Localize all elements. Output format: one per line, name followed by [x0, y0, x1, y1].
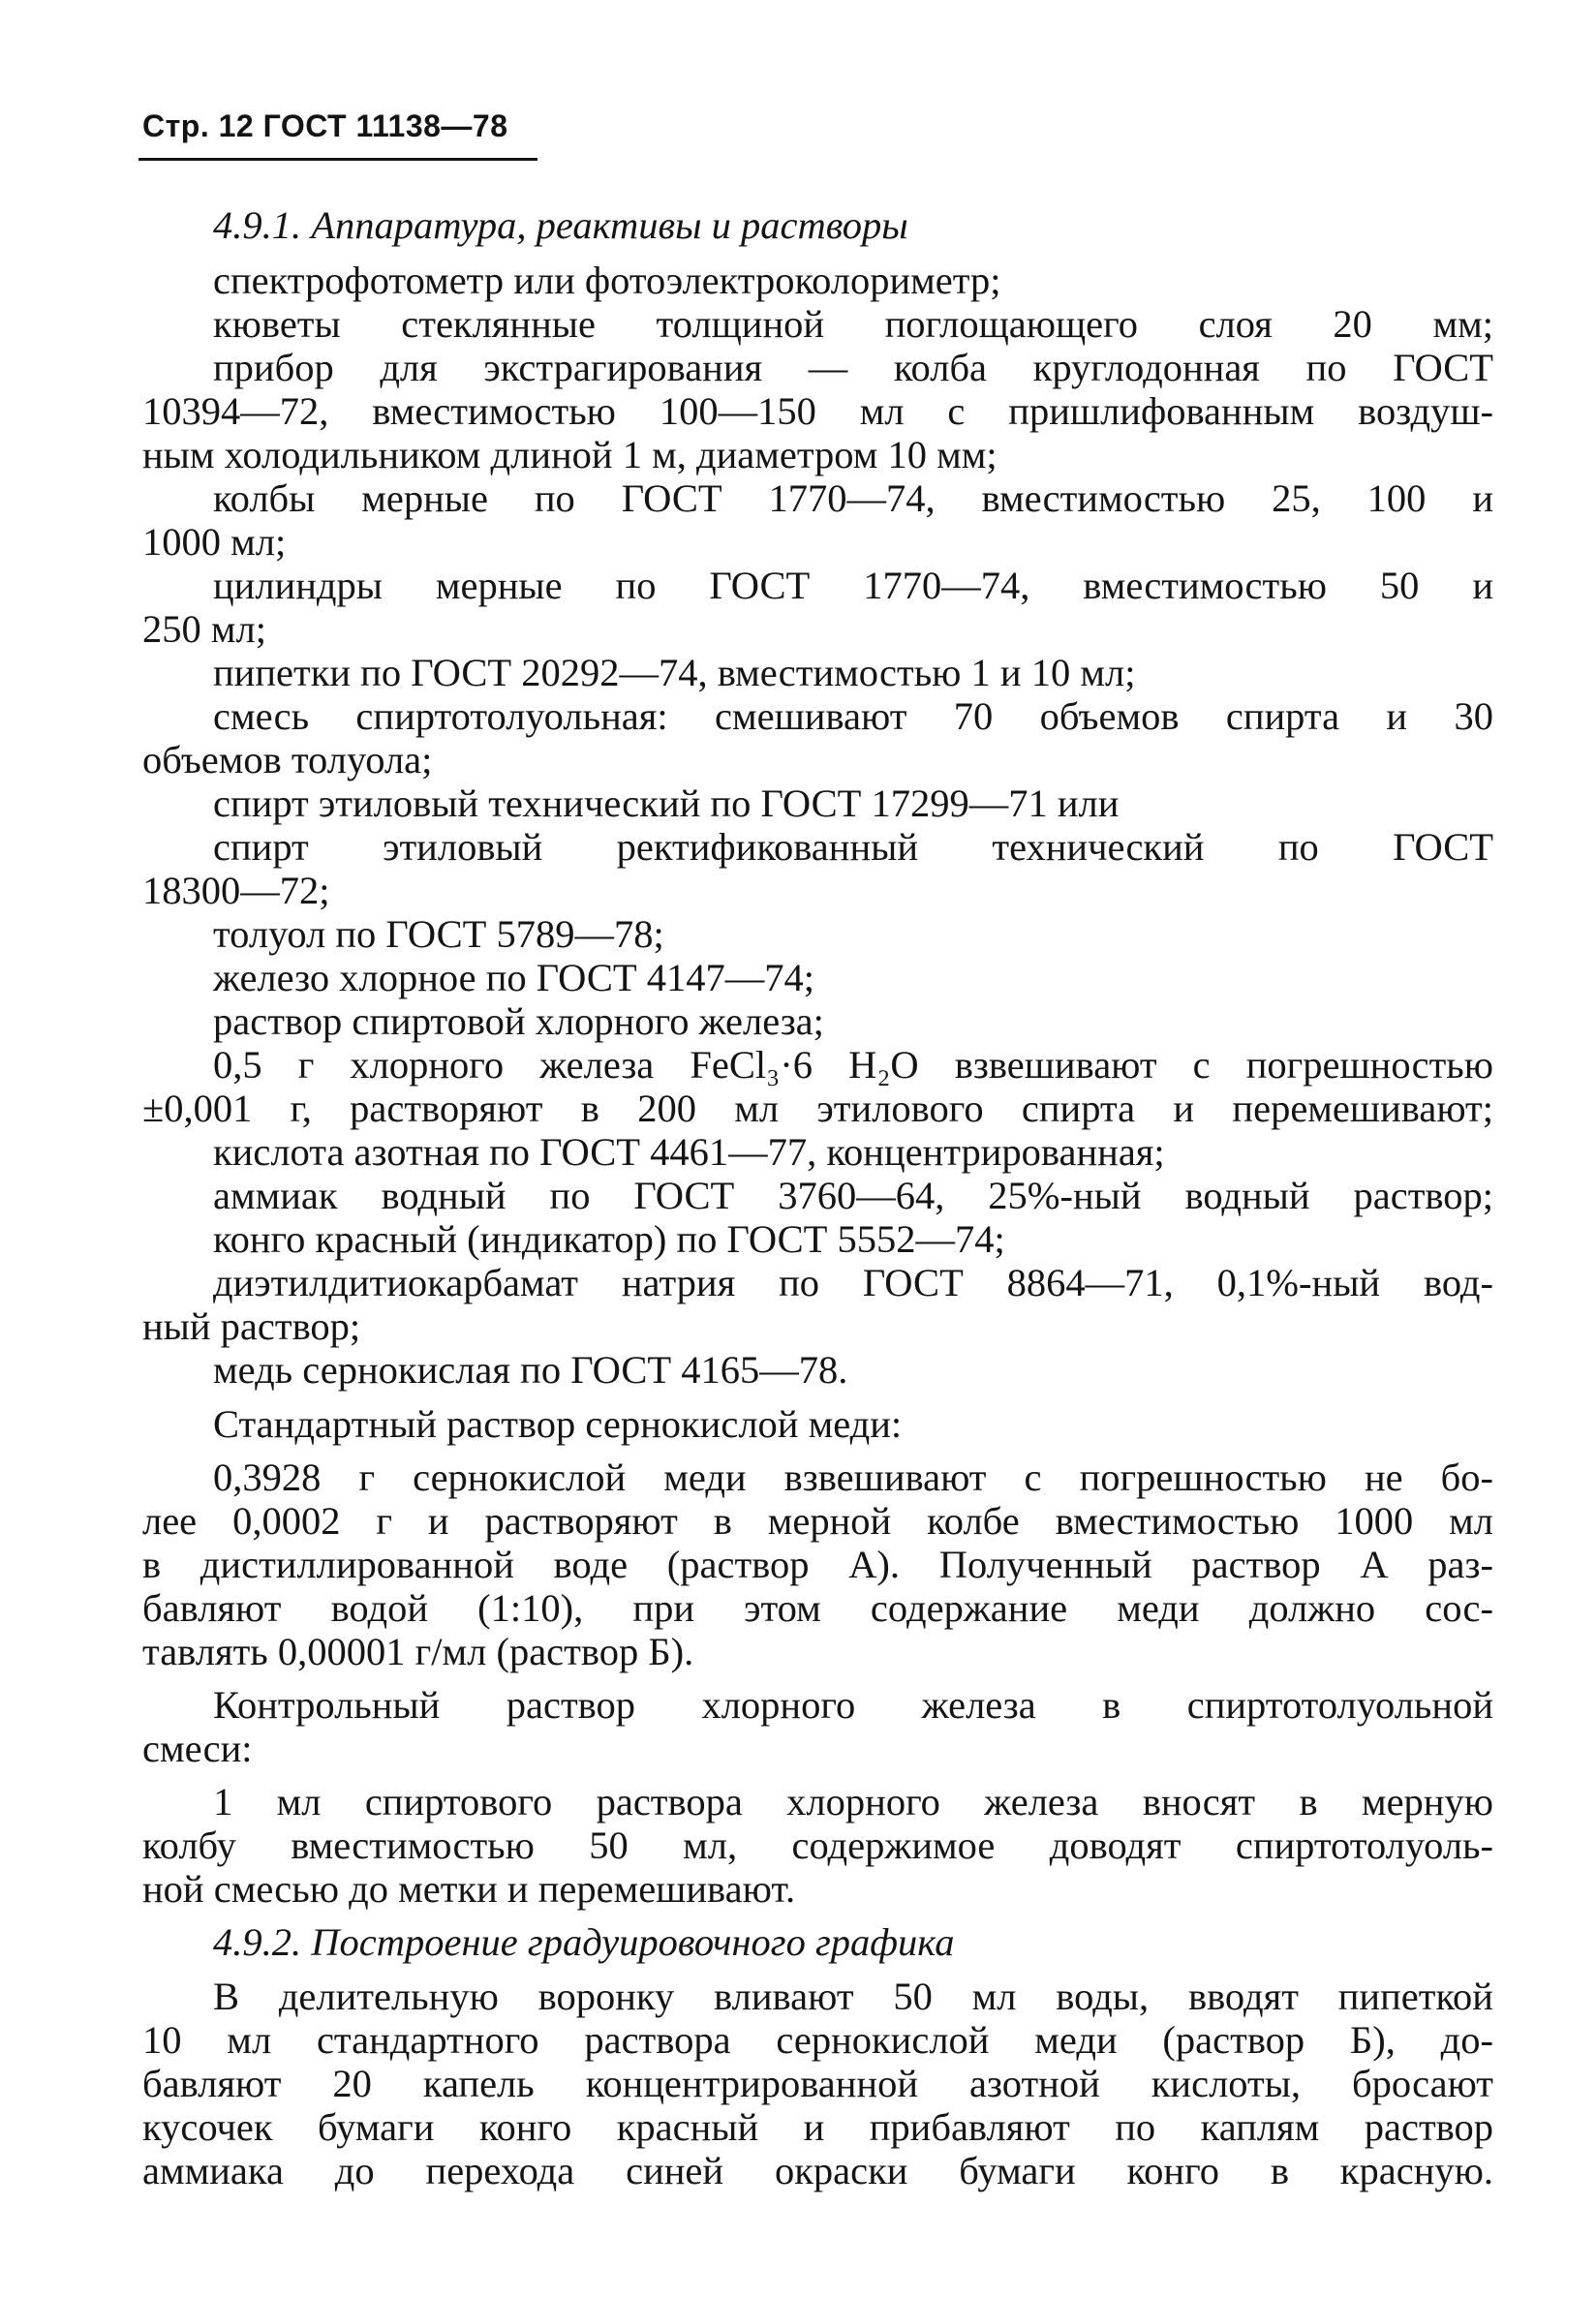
text-line: кислота азотная по ГОСТ 4461—77, концентрированная;: [213, 1130, 1165, 1174]
text-line: 18300—72;: [142, 869, 330, 912]
text-line: бавляют водой (1:10), при этом содержание меди должно сос-: [142, 1586, 1493, 1630]
text-line: толуол по ГОСТ 5789—78;: [213, 912, 664, 956]
page-header: Стр. 12 ГОСТ 11138—78: [142, 108, 508, 143]
text-line: 0,3928 г сернокислой меди взвешивают с погрешностью не бо-: [213, 1455, 1493, 1499]
text-line: смесь спиртотолуольная: смешивают 70 объемов спирта и 30: [213, 694, 1493, 738]
text-line: аммиак водный по ГОСТ 3760—64, 25%-ный водный раствор;: [213, 1174, 1493, 1217]
text-line: бавляют 20 капель концентрированной азотной кислоты, бросают: [142, 2062, 1493, 2105]
text-line: В делительную воронку вливают 50 мл воды, вводят пипеткой: [213, 1975, 1493, 2018]
section-heading-4-9-2: 4.9.2. Построение градуировочного графика: [213, 1920, 955, 1964]
text-line: 10 мл стандартного раствора сернокислой меди (раствор Б), до-: [142, 2018, 1493, 2062]
text-line: Стандартный раствор сернокислой меди:: [213, 1402, 903, 1446]
text-line: в дистиллированной воде (раствор А). Полученный раствор А раз-: [142, 1543, 1493, 1586]
text-line: кюветы стеклянные толщиной поглощающего слоя 20 мм;: [213, 302, 1493, 346]
text-line: смеси:: [142, 1727, 253, 1770]
text-line: ±0,001 г, растворяют в 200 мл этилового спирта и перемешивают;: [142, 1087, 1493, 1130]
text-line: 250 мл;: [142, 607, 266, 651]
text-line: 1 мл спиртового раствора хлорного железа вносят в мерную: [213, 1780, 1493, 1823]
text-line: спектрофотометр или фотоэлектроколориметр;: [213, 259, 1001, 302]
text-line: 0,5 г хлорного железа FeCl₃·6 H₂O взвешивают с погрешностью: [213, 1043, 1493, 1087]
text-line: диэтилдитиокарбамат натрия по ГОСТ 8864—71, 0,1%-ный вод-: [213, 1261, 1493, 1304]
text-line: Контрольный раствор хлорного железа в спиртотолуольной: [213, 1683, 1493, 1727]
text-line: цилиндры мерные по ГОСТ 1770—74, вместимостью 50 и: [213, 564, 1493, 607]
text-line: 10394—72, вместимостью 100—150 мл с пришлифованным воздуш-: [142, 389, 1493, 433]
text-line: железо хлорное по ГОСТ 4147—74;: [213, 956, 815, 999]
header-rule: [138, 158, 537, 161]
text-line: конго красный (индикатор) по ГОСТ 5552—74;: [213, 1217, 1005, 1261]
text-line: ной смесью до метки и перемешивают.: [142, 1867, 796, 1911]
text-line: ный раствор;: [142, 1304, 361, 1348]
text-line: раствор спиртовой хлорного железа;: [213, 999, 824, 1043]
text-line: 1000 мл;: [142, 520, 287, 564]
text-line: аммиака до перехода синей окраски бумаги конго в красную.: [142, 2149, 1493, 2192]
text-line: спирт этиловый ректификованный технический по ГОСТ: [213, 825, 1493, 869]
text-line: лее 0,0002 г и растворяют в мерной колбе вместимостью 1000 мл: [142, 1499, 1493, 1543]
text-line: спирт этиловый технический по ГОСТ 17299—71 или: [213, 781, 1120, 825]
text-line: кусочек бумаги конго красный и прибавляют по каплям раствор: [142, 2105, 1493, 2149]
text-line: колбу вместимостью 50 мл, содержимое доводят спиртотолуоль-: [142, 1823, 1493, 1867]
section-heading-4-9-1: 4.9.1. Аппаратура, реактивы и растворы: [213, 203, 908, 247]
text-line: тавлять 0,00001 г/мл (раствор Б).: [142, 1630, 694, 1673]
text-line: медь сернокислая по ГОСТ 4165—78.: [213, 1348, 848, 1392]
text-line: ным холодильником длиной 1 м, диаметром 10 мм;: [142, 433, 998, 476]
text-line: прибор для экстрагирования — колба круглодонная по ГОСТ: [213, 346, 1493, 389]
text-line: пипетки по ГОСТ 20292—74, вместимостью 1 и 10 мл;: [213, 651, 1136, 694]
text-line: объемов толуола;: [142, 738, 433, 781]
text-line: колбы мерные по ГОСТ 1770—74, вместимостью 25, 100 и: [213, 476, 1493, 520]
